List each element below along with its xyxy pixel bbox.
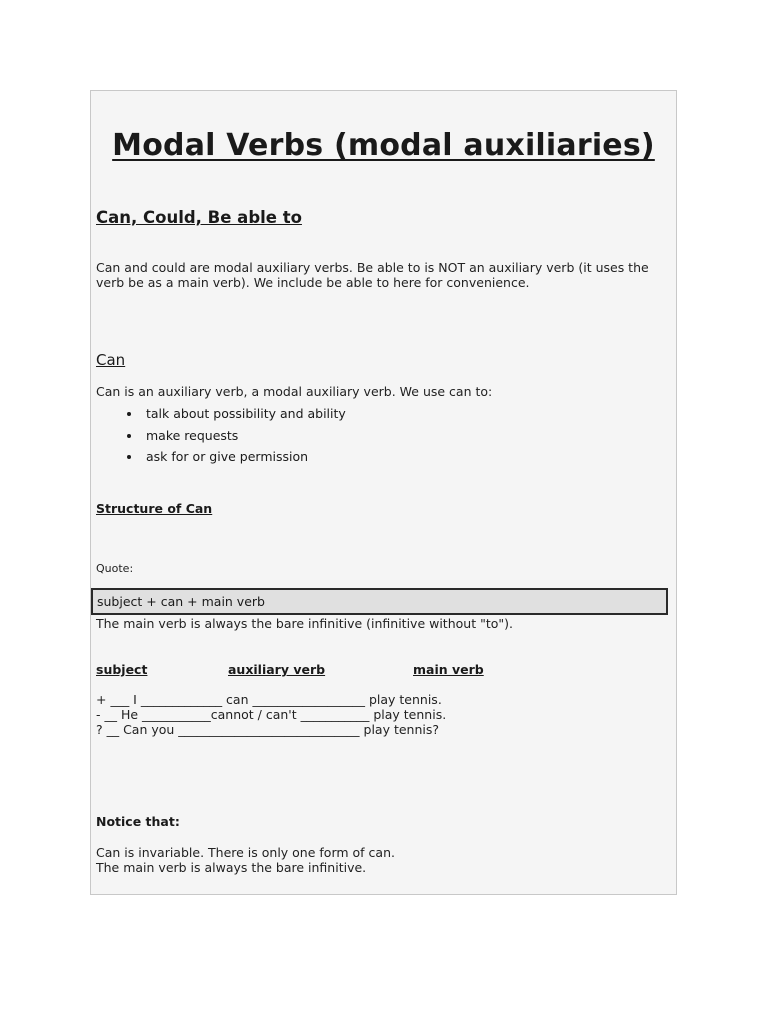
intro-paragraph-line-1: Can and could are modal auxiliary verbs. Be able to is NOT an auxiliary verb (it uses the [96,260,649,275]
structure-heading: Structure of Can [96,501,213,516]
notice-line-2: The main verb is always the bare infinitive. [96,860,367,875]
table-row-question: ? __ Can you _____________________________ play tennis? [96,722,440,737]
table-row-affirmative: + ___ I _____________ can __________________ play tennis. [96,692,442,707]
document-page [90,90,677,895]
intro-paragraph-line-2: verb be as a main verb). We include be able to here for convenience. [96,275,530,290]
quote-text: subject + can + main verb [97,594,265,609]
quote-box [91,588,668,615]
table-row-negative: - __ He ___________cannot / can't ___________ play tennis. [96,707,447,722]
column-header-main-verb: main verb [413,662,484,677]
section-heading-can-could: Can, Could, Be able to [96,208,302,227]
bare-infinitive-note: The main verb is always the bare infinitive (infinitive without "to"). [96,616,513,631]
document-title: Modal Verbs (modal auxiliaries) [112,128,655,163]
list-item: • make requests [142,425,346,447]
quote-label: Quote: [96,562,134,575]
uses-of-can-list [96,403,346,468]
section-heading-can: Can [96,351,126,369]
notice-line-1: Can is invariable. There is only one form of can. [96,845,395,860]
column-header-subject: subject [96,662,148,677]
notice-heading: Notice that: [96,814,180,829]
can-intro-text: Can is an auxiliary verb, a modal auxiliary verb. We use can to: [96,384,493,399]
column-header-auxiliary-verb: auxiliary verb [228,662,326,677]
list-item: • ask for or give permission [142,446,346,468]
list-item: • talk about possibility and ability [142,403,346,425]
